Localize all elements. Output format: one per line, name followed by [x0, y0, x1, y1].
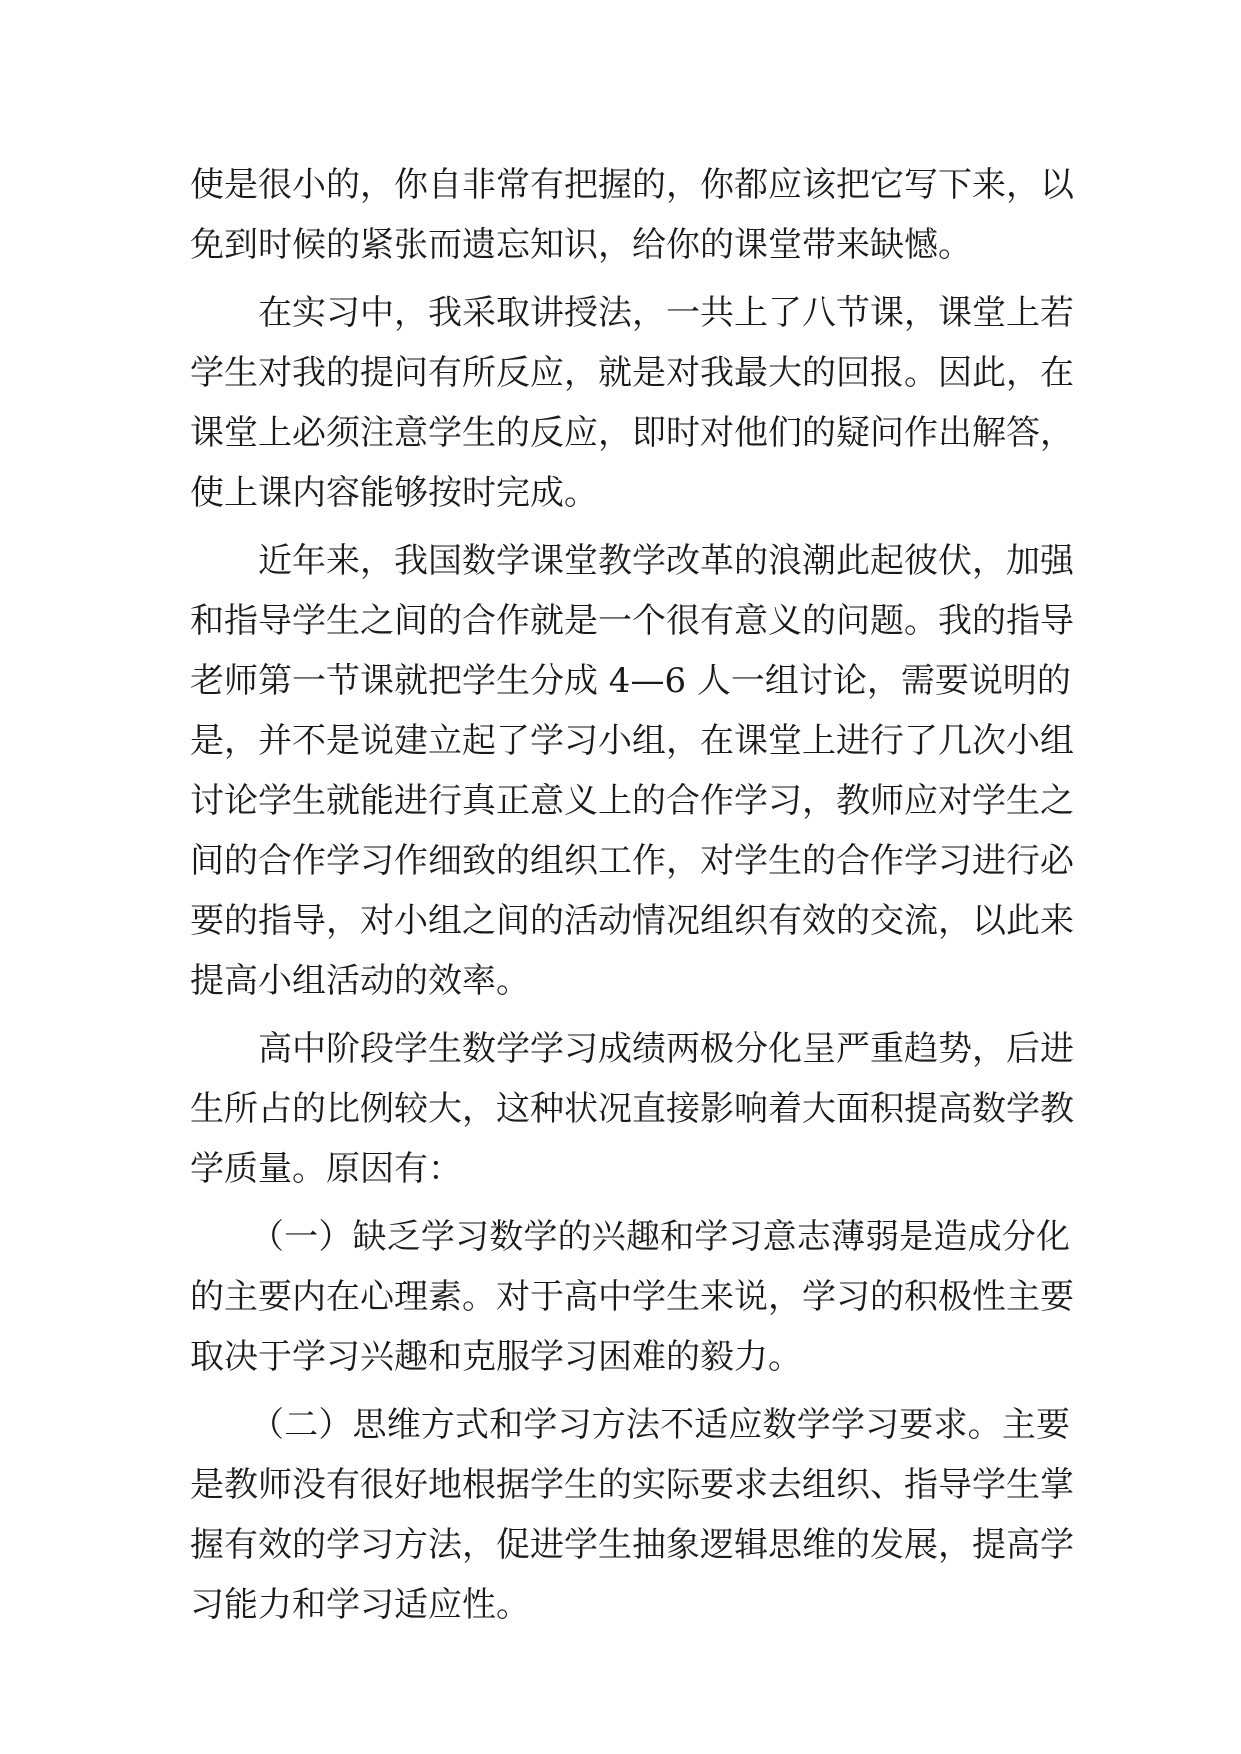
- paragraph-3-line-2: 和指导学生之间的合作就是一个很有意义的问题。我的指导: [190, 601, 1074, 641]
- paragraph-gap: [190, 1387, 1070, 1395]
- paragraph-gap: [190, 1011, 1070, 1019]
- paragraph-2-line-4: 使上课内容能够按时完成。: [190, 473, 598, 513]
- document-body: [190, 155, 1074, 1635]
- paragraph-3-line-5: 讨论学生就能进行真正意义上的合作学习，教师应对学生之: [190, 781, 1074, 821]
- paragraph-1-line-2: 免到时候的紧张而遗忘知识，给你的课堂带来缺憾。: [190, 225, 972, 265]
- paragraph-6-line-1: （二）思维方式和学习方法不适应数学学习要求。主要: [250, 1405, 1070, 1445]
- paragraph-1-line-1: 使是很小的，你自非常有把握的，你都应该把它写下来，以: [190, 165, 1074, 205]
- paragraph-3-line-7: 要的指导，对小组之间的活动情况组织有效的交流，以此来: [190, 901, 1074, 941]
- paragraph-3-line-4: 是，并不是说建立起了学习小组，在课堂上进行了几次小组: [190, 721, 1074, 761]
- paragraph-4-line-2: 生所占的比例较大，这种状况直接影响着大面积提高数学教: [190, 1089, 1074, 1129]
- paragraph-6-line-3: 握有效的学习方法，促进学生抽象逻辑思维的发展，提高学: [190, 1525, 1074, 1565]
- paragraph-4-line-3: 学质量。原因有：: [190, 1149, 462, 1189]
- paragraph-2-line-1: 在实习中，我采取讲授法，一共上了八节课，课堂上若: [258, 293, 1074, 333]
- paragraph-4-line-1: 高中阶段学生数学学习成绩两极分化呈严重趋势，后进: [258, 1029, 1074, 1069]
- paragraph-6-line-2: 是教师没有很好地根据学生的实际要求去组织、指导学生掌: [190, 1465, 1074, 1505]
- paragraph-2-line-2: 学生对我的提问有所反应，就是对我最大的回报。因此，在: [190, 353, 1074, 393]
- paragraph-3-line-1: 近年来，我国数学课堂教学改革的浪潮此起彼伏，加强: [258, 541, 1074, 581]
- paragraph-gap: [190, 275, 1070, 283]
- paragraph-6-line-4: 习能力和学习适应性。: [190, 1585, 530, 1625]
- paragraph-gap: [190, 1199, 1070, 1207]
- paragraph-gap: [190, 523, 1070, 531]
- paragraph-2-line-3: 课堂上必须注意学生的反应，即时对他们的疑问作出解答，: [190, 413, 1074, 453]
- paragraph-5-line-3: 取决于学习兴趣和克服学习困难的毅力。: [190, 1337, 802, 1377]
- paragraph-3-line-6: 间的合作学习作细致的组织工作，对学生的合作学习进行必: [190, 841, 1074, 881]
- paragraph-5-line-1: （一）缺乏学习数学的兴趣和学习意志薄弱是造成分化: [250, 1217, 1070, 1257]
- paragraph-3-line-3: 老师第一节课就把学生分成 4—6 人一组讨论，需要说明的: [190, 661, 1071, 701]
- paragraph-3-line-8: 提高小组活动的效率。: [190, 961, 530, 1001]
- paragraph-5-line-2: 的主要内在心理素。对于高中学生来说，学习的积极性主要: [190, 1277, 1074, 1317]
